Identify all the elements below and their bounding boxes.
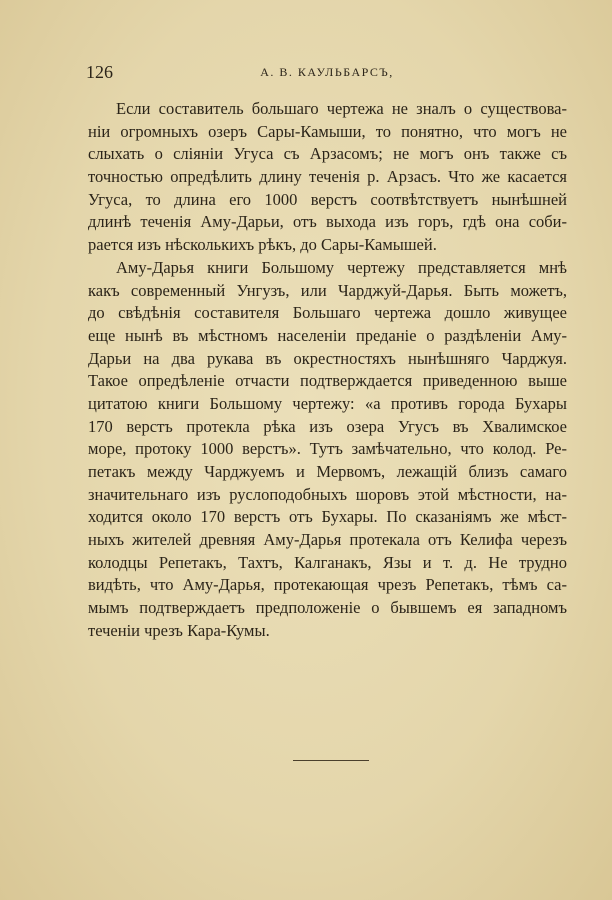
text-line: море, протоку 1000 верстъ». Тутъ замѣчательно, что колод. Ре- xyxy=(88,439,567,459)
text-line: цитатою книги Большому чертежу: «а противъ города Бухары xyxy=(88,393,567,413)
text-line: теченiи чрезъ Кара-Кумы. xyxy=(88,620,270,640)
text-line: слыхать о слiянiи Угуса съ Арзасомъ; не могъ онъ также съ xyxy=(88,144,567,164)
text-line: мымъ подтверждаетъ предположенiе о бывшемъ ея западномъ xyxy=(88,598,567,618)
text-line: ныхъ жителей древняя Аму-Дарья протекала отъ Келифа черезъ xyxy=(88,530,567,550)
text-line: Если составитель большаго чертежа не зналъ о существова- xyxy=(116,99,567,118)
text-line: до свѣдѣнiя составителя Большаго чертежа дошло живущее xyxy=(88,303,567,323)
page-header xyxy=(86,62,568,84)
text-line: точностью опредѣлить длину теченiя р. Арзасъ. Что же касается xyxy=(88,167,567,187)
text-line: длинѣ теченiя Аму-Дарьи, отъ выхода изъ горъ, гдѣ она соби- xyxy=(88,212,567,232)
text-line: видѣть, что Аму-Дарья, протекающая чрезъ Репетакъ, тѣмъ са- xyxy=(88,575,567,595)
text-line: колодцы Репетакъ, Тахтъ, Калганакъ, Язы и т. д. Не трудно xyxy=(88,552,567,572)
text-line: Аму-Дарья книги Большому чертежу представляется мнѣ xyxy=(116,257,567,277)
text-line: Такое опредѣленiе отчасти подтверждается приведенною выше xyxy=(88,371,567,391)
text-line: нiи огромныхъ озеръ Сары-Камыши, то понятно, что могъ не xyxy=(88,121,567,141)
body-text xyxy=(88,98,567,643)
text-line: Угуса, то длина его 1000 верстъ соотвѣтствуетъ нынѣшней xyxy=(88,189,567,209)
paragraph xyxy=(88,98,567,257)
text-line: петакъ между Чарджуемъ и Мервомъ, лежащiй близъ самаго xyxy=(88,462,567,481)
text-line: рается изъ нѣсколькихъ рѣкъ, до Сары-Камышей. xyxy=(88,235,437,255)
page-number: 126 xyxy=(86,62,113,82)
text-line: 170 верстъ протекла рѣка изъ озера Угусъ въ Хвалимское xyxy=(88,416,567,436)
text-line: ходится около 170 верстъ отъ Бухары. По сказанiямъ же мѣст- xyxy=(88,507,567,527)
text-line: какъ современный Унгузъ, или Чарджуй-Дарья. Быть можетъ, xyxy=(88,280,567,300)
running-title: А. В. КАУЛЬБАРСЪ, xyxy=(260,65,394,79)
end-rule-divider xyxy=(293,760,369,761)
text-line: значительнаго изъ руслоподобныхъ шоровъ этой мѣстности, на- xyxy=(88,484,567,504)
text-line: Дарьи на два рукава въ окрестностяхъ нынѣшняго Чарджуя. xyxy=(88,348,567,368)
paragraph xyxy=(88,257,567,643)
text-line: еще нынѣ въ мѣстномъ населенiи преданiе о раздѣленiи Аму- xyxy=(88,325,567,345)
